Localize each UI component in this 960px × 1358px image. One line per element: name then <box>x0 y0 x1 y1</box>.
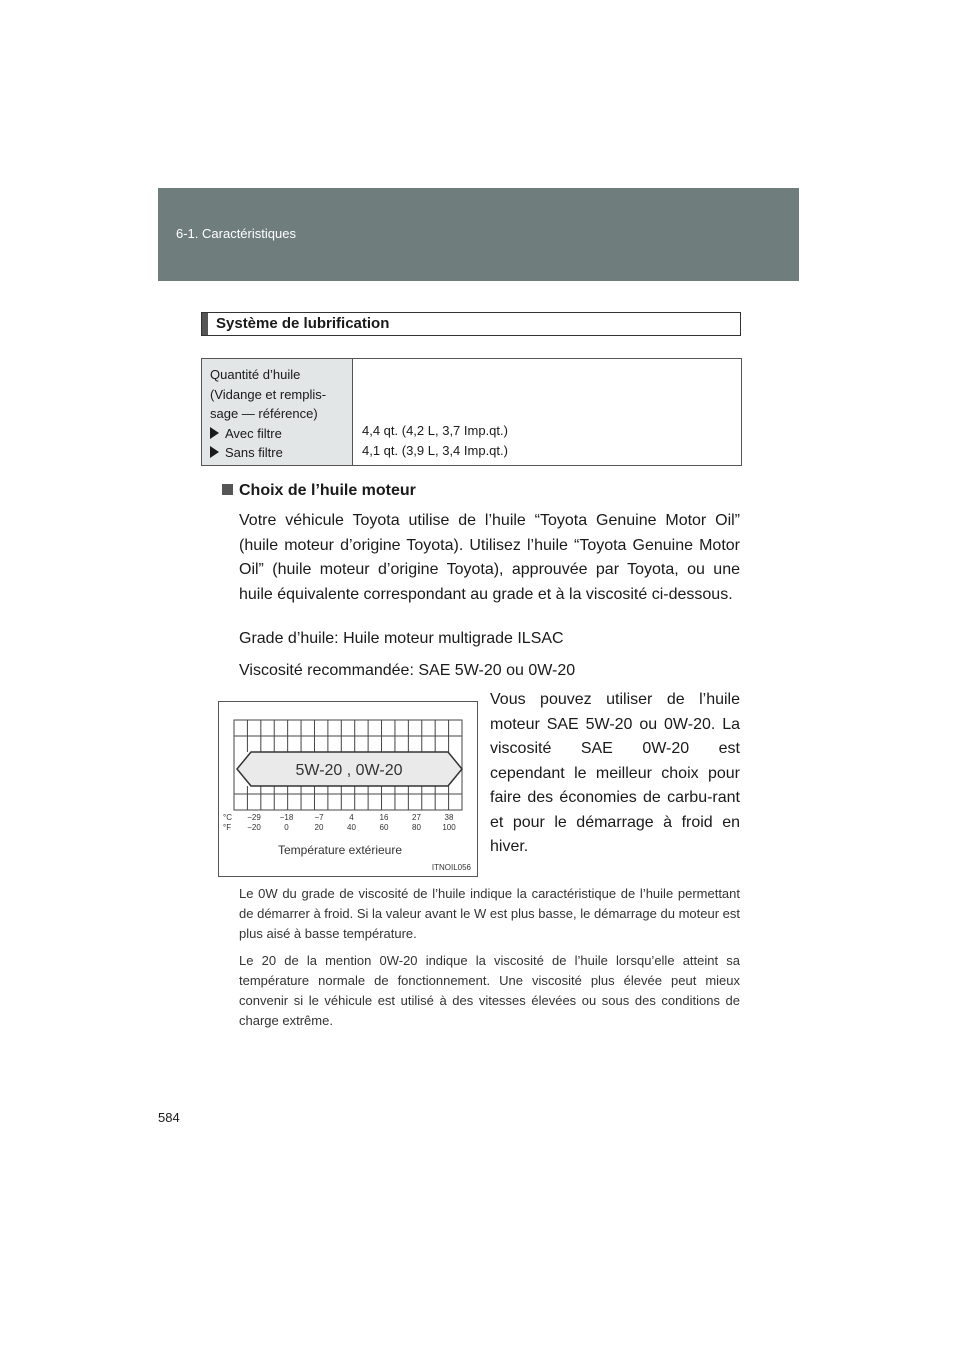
section-heading <box>201 312 741 336</box>
spec-label-line: (Vidange et remplis- <box>210 386 327 402</box>
celsius-tick-label: 38 <box>444 813 454 822</box>
fahrenheit-tick-label: 80 <box>412 823 421 832</box>
chapter-header <box>158 188 799 281</box>
section-title: Système de lubrification <box>216 315 390 332</box>
celsius-tick-label: 16 <box>379 813 389 822</box>
section-heading-bar <box>202 313 208 335</box>
fahrenheit-tick-label: 40 <box>347 823 356 832</box>
celsius-tick-label: −7 <box>314 813 324 822</box>
with-filter-label: Avec filtre <box>225 425 282 441</box>
celsius-unit: °C <box>223 813 232 822</box>
note-operating-viscosity: Le 20 de la mention 0W-20 indique la viscosité de l’huile lorsqu’elle atteint sa température normale de fonctionnement. Une viscosité plus élevée peut mieux convenir si le véhicule est utilisé à des vitesses élevées ou sous des conditions de charge extrême. <box>239 953 740 1028</box>
viscosity-chart-svg <box>219 702 477 876</box>
spec-label-cell <box>202 359 353 465</box>
celsius-tick-label: 4 <box>349 813 354 822</box>
without-filter-label: Sans filtre <box>225 445 283 460</box>
spec-label-line: Quantité d’huile <box>210 367 301 382</box>
oil-choice-intro: Votre véhicule Toyota utilise de l’huile “Toyota Genuine Motor Oil” (huile moteur d’origine Toyota). Utilisez l’huile “Toyota Genuine Motor Oil” (huile moteur d’origine Toyota), approuvée par Toyota, ou une huile équivalente correspondant au grade et à la viscosité ci-dessous. <box>239 512 740 603</box>
fahrenheit-tick-label: −20 <box>247 823 261 832</box>
oil-capacity-table <box>201 358 742 466</box>
figure-caption: Température extérieure <box>277 843 403 857</box>
oil-choice-heading-text: Choix de l’huile moteur <box>239 482 416 499</box>
fahrenheit-tick-label: 0 <box>284 823 289 832</box>
spec-row-label <box>210 424 326 444</box>
viscosity-band-label: 5W-20 , 0W-20 <box>295 762 403 779</box>
celsius-tick-labels <box>247 813 454 822</box>
square-bullet-icon <box>222 484 233 495</box>
without-filter-value: 4,1 qt. (3,9 L, 3,4 Imp.qt.) <box>362 443 508 458</box>
celsius-tick-label: −18 <box>279 813 294 822</box>
fahrenheit-tick-labels <box>247 823 456 832</box>
triangle-bullet-icon <box>210 427 219 439</box>
viscosity-advice: Vous pouvez utiliser de l’huile moteur SAE 5W-20 ou 0W-20. La viscosité SAE 0W-20 est cependant le meilleur choix pour faire des économies de carbu-rant et pour le démarrage à froid en hiver. <box>490 691 740 855</box>
page-number: 584 <box>158 1110 180 1125</box>
note-cold-start: Le 0W du grade de viscosité de l’huile indique la caractéristique de l’huile permettant de démarrer à froid. Si la valeur avant le W est plus basse, le démarrage du moteur est plus aisé à basse température. <box>239 886 740 941</box>
breadcrumb: 6-1. Caractéristiques <box>176 226 296 241</box>
spec-label <box>210 365 326 463</box>
celsius-tick-label: 27 <box>412 813 421 822</box>
viscosity-temperature-figure <box>218 701 478 877</box>
oil-grade: Grade d’huile: Huile moteur multigrade ILSAC <box>239 630 564 647</box>
spec-label-line: sage — référence) <box>210 406 318 421</box>
with-filter-value: 4,4 qt. (4,2 L, 3,7 Imp.qt.) <box>362 423 508 438</box>
fahrenheit-tick-label: 60 <box>379 823 389 832</box>
fahrenheit-tick-label: 100 <box>442 823 456 832</box>
figure-code: ITNOIL056 <box>431 863 471 872</box>
spec-row-label <box>210 443 326 463</box>
oil-viscosity: Viscosité recommandée: SAE 5W-20 ou 0W-20 <box>239 662 576 679</box>
oil-choice-heading <box>222 482 416 500</box>
fahrenheit-unit: °F <box>223 823 232 832</box>
fahrenheit-tick-label: 20 <box>314 823 324 832</box>
triangle-bullet-icon <box>210 446 219 458</box>
celsius-tick-label: −29 <box>247 813 261 822</box>
